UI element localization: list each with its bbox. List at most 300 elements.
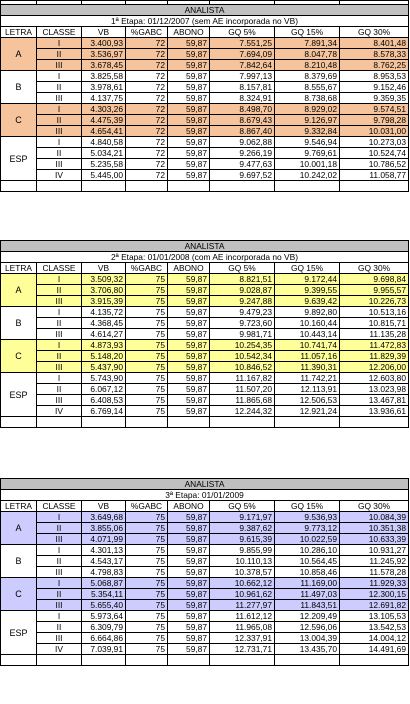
section-title: ANALISTA xyxy=(1,5,409,16)
table-row xyxy=(1,126,409,137)
value-cell: 8.953,53 xyxy=(340,71,409,82)
value-cell: 59,87 xyxy=(168,578,210,589)
value-cell: 72 xyxy=(126,49,168,60)
value-cell: 72 xyxy=(126,170,168,181)
value-cell: 9.359,35 xyxy=(340,93,409,104)
value-cell: 4.071,99 xyxy=(82,534,126,545)
classe-cell: II xyxy=(37,82,82,93)
value-cell: 9.152,46 xyxy=(340,82,409,93)
value-cell: 9.798,28 xyxy=(340,115,409,126)
value-cell: 10.084,39 xyxy=(340,512,409,523)
value-cell: 10.001,18 xyxy=(275,159,340,170)
value-cell: 72 xyxy=(126,148,168,159)
blank-row xyxy=(1,417,409,428)
value-cell: 9.855,99 xyxy=(210,545,275,556)
table-row xyxy=(1,395,409,406)
column-header: GQ 15% xyxy=(275,27,340,38)
section-title: ANALISTA xyxy=(1,241,409,252)
section-subtitle: 2ª Etapa: 01/01/2008 (com AE incorporada no VB) xyxy=(1,252,409,263)
section-etapa-3 xyxy=(0,478,409,666)
value-cell: 9.477,63 xyxy=(210,159,275,170)
letra-cell: ESP xyxy=(1,373,37,417)
value-cell: 9.615,39 xyxy=(210,534,275,545)
value-cell: 59,87 xyxy=(168,406,210,417)
table-row xyxy=(1,644,409,655)
value-cell: 59,87 xyxy=(168,126,210,137)
section-title-row xyxy=(1,5,409,16)
value-cell: 12.596,06 xyxy=(275,622,340,633)
value-cell: 12.731,71 xyxy=(210,644,275,655)
value-cell: 14.004,12 xyxy=(340,633,409,644)
blank-cell xyxy=(82,181,126,192)
value-cell: 5.235,58 xyxy=(82,159,126,170)
value-cell: 59,87 xyxy=(168,523,210,534)
section-subtitle: 1ª Etapa: 01/12/2007 (sem AE incorporada no VB) xyxy=(1,16,409,27)
value-cell: 5.973,64 xyxy=(82,611,126,622)
table-row xyxy=(1,362,409,373)
value-cell: 59,87 xyxy=(168,93,210,104)
table-row xyxy=(1,115,409,126)
column-header-row xyxy=(1,501,409,512)
classe-cell: I xyxy=(37,71,82,82)
table-row xyxy=(1,49,409,60)
column-header: GQ 5% xyxy=(210,501,275,512)
value-cell: 3.678,45 xyxy=(82,60,126,71)
classe-cell: IV xyxy=(37,170,82,181)
classe-cell: II xyxy=(37,148,82,159)
value-cell: 13.936,61 xyxy=(340,406,409,417)
value-cell: 8.555,67 xyxy=(275,82,340,93)
classe-cell: III xyxy=(37,93,82,104)
value-cell: 3.509,32 xyxy=(82,274,126,285)
value-cell: 72 xyxy=(126,71,168,82)
table-row xyxy=(1,137,409,148)
value-cell: 9.574,51 xyxy=(340,104,409,115)
value-cell: 12.337,91 xyxy=(210,633,275,644)
value-cell: 9.536,93 xyxy=(275,512,340,523)
value-cell: 10.542,34 xyxy=(210,351,275,362)
letra-cell: C xyxy=(1,104,37,137)
classe-cell: I xyxy=(37,38,82,49)
classe-cell: III xyxy=(37,296,82,307)
value-cell: 4.654,41 xyxy=(82,126,126,137)
value-cell: 59,87 xyxy=(168,318,210,329)
value-cell: 11.245,92 xyxy=(340,556,409,567)
table-row xyxy=(1,578,409,589)
value-cell: 75 xyxy=(126,373,168,384)
value-cell: 59,87 xyxy=(168,71,210,82)
column-header: GQ 30% xyxy=(340,263,409,274)
value-cell: 8.679,43 xyxy=(210,115,275,126)
table-row xyxy=(1,38,409,49)
blank-cell xyxy=(82,655,126,666)
column-header: VB xyxy=(82,501,126,512)
value-cell: 59,87 xyxy=(168,329,210,340)
value-cell: 9.387,62 xyxy=(210,523,275,534)
value-cell: 4.798,83 xyxy=(82,567,126,578)
value-cell: 9.955,57 xyxy=(340,285,409,296)
blank-cell xyxy=(1,181,37,192)
blank-cell xyxy=(37,417,82,428)
value-cell: 10.786,52 xyxy=(340,159,409,170)
value-cell: 59,87 xyxy=(168,589,210,600)
value-cell: 75 xyxy=(126,395,168,406)
value-cell: 59,87 xyxy=(168,545,210,556)
section-subtitle-row xyxy=(1,490,409,501)
value-cell: 75 xyxy=(126,589,168,600)
table-row xyxy=(1,170,409,181)
value-cell: 59,87 xyxy=(168,104,210,115)
value-cell: 5.655,40 xyxy=(82,600,126,611)
value-cell: 72 xyxy=(126,38,168,49)
section-title: ANALISTA xyxy=(1,479,409,490)
value-cell: 75 xyxy=(126,285,168,296)
value-cell: 59,87 xyxy=(168,38,210,49)
value-cell: 10.858,46 xyxy=(275,567,340,578)
value-cell: 7.891,34 xyxy=(275,38,340,49)
value-cell: 4.840,58 xyxy=(82,137,126,148)
classe-cell: II xyxy=(37,523,82,534)
value-cell: 4.303,26 xyxy=(82,104,126,115)
letra-cell: C xyxy=(1,340,37,373)
value-cell: 59,87 xyxy=(168,351,210,362)
blank-cell xyxy=(1,655,37,666)
value-cell: 75 xyxy=(126,534,168,545)
value-cell: 75 xyxy=(126,406,168,417)
value-cell: 59,87 xyxy=(168,340,210,351)
value-cell: 11.390,31 xyxy=(275,362,340,373)
value-cell: 9.247,88 xyxy=(210,296,275,307)
value-cell: 75 xyxy=(126,611,168,622)
value-cell: 10.031,00 xyxy=(340,126,409,137)
column-header: CLASSE xyxy=(37,27,82,38)
value-cell: 75 xyxy=(126,307,168,318)
section-subtitle-row xyxy=(1,16,409,27)
classe-cell: III xyxy=(37,534,82,545)
value-cell: 75 xyxy=(126,329,168,340)
value-cell: 9.892,80 xyxy=(275,307,340,318)
blank-cell xyxy=(275,417,340,428)
value-cell: 5.148,20 xyxy=(82,351,126,362)
value-cell: 13.542,53 xyxy=(340,622,409,633)
value-cell: 7.551,25 xyxy=(210,38,275,49)
value-cell: 8.379,69 xyxy=(275,71,340,82)
value-cell: 9.479,23 xyxy=(210,307,275,318)
value-cell: 12.206,00 xyxy=(340,362,409,373)
blank-cell xyxy=(275,181,340,192)
column-header-row xyxy=(1,27,409,38)
value-cell: 11.829,39 xyxy=(340,351,409,362)
value-cell: 11.497,03 xyxy=(275,589,340,600)
value-cell: 10.254,35 xyxy=(210,340,275,351)
table-row xyxy=(1,318,409,329)
table-row xyxy=(1,148,409,159)
value-cell: 10.741,74 xyxy=(275,340,340,351)
column-header: LETRA xyxy=(1,27,37,38)
value-cell: 11.965,08 xyxy=(210,622,275,633)
value-cell: 13.004,39 xyxy=(275,633,340,644)
value-cell: 4.135,72 xyxy=(82,307,126,318)
value-cell: 11.865,68 xyxy=(210,395,275,406)
blank-cell xyxy=(210,181,275,192)
value-cell: 3.400,93 xyxy=(82,38,126,49)
value-cell: 75 xyxy=(126,644,168,655)
column-header: %GABC xyxy=(126,263,168,274)
value-cell: 72 xyxy=(126,115,168,126)
value-cell: 10.524,74 xyxy=(340,148,409,159)
value-cell: 59,87 xyxy=(168,600,210,611)
value-cell: 11.277,97 xyxy=(210,600,275,611)
value-cell: 11.135,28 xyxy=(340,329,409,340)
value-cell: 11.843,51 xyxy=(275,600,340,611)
value-cell: 8.324,91 xyxy=(210,93,275,104)
table-row xyxy=(1,534,409,545)
value-cell: 3.649,68 xyxy=(82,512,126,523)
value-cell: 12.244,32 xyxy=(210,406,275,417)
letra-cell: B xyxy=(1,307,37,340)
column-header: ABONO xyxy=(168,501,210,512)
blank-cell xyxy=(1,417,37,428)
column-header: GQ 30% xyxy=(340,27,409,38)
value-cell: 59,87 xyxy=(168,49,210,60)
classe-cell: II xyxy=(37,556,82,567)
letra-cell: A xyxy=(1,38,37,71)
value-cell: 59,87 xyxy=(168,137,210,148)
value-cell: 72 xyxy=(126,137,168,148)
classe-cell: III xyxy=(37,60,82,71)
value-cell: 7.842,64 xyxy=(210,60,275,71)
value-cell: 11.742,21 xyxy=(275,373,340,384)
value-cell: 5.034,21 xyxy=(82,148,126,159)
column-header: VB xyxy=(82,27,126,38)
table-row xyxy=(1,384,409,395)
value-cell: 59,87 xyxy=(168,274,210,285)
table-row xyxy=(1,545,409,556)
value-cell: 75 xyxy=(126,340,168,351)
column-header: LETRA xyxy=(1,501,37,512)
letra-cell: B xyxy=(1,545,37,578)
table-row xyxy=(1,512,409,523)
value-cell: 6.309,79 xyxy=(82,622,126,633)
value-cell: 59,87 xyxy=(168,362,210,373)
value-cell: 9.028,87 xyxy=(210,285,275,296)
blank-cell xyxy=(210,655,275,666)
letra-cell: ESP xyxy=(1,137,37,181)
table-row xyxy=(1,556,409,567)
column-header: GQ 5% xyxy=(210,27,275,38)
value-cell: 11.507,20 xyxy=(210,384,275,395)
column-header: CLASSE xyxy=(37,501,82,512)
value-cell: 59,87 xyxy=(168,567,210,578)
blank-cell xyxy=(168,655,210,666)
value-cell: 75 xyxy=(126,296,168,307)
classe-cell: II xyxy=(37,384,82,395)
value-cell: 8.401,48 xyxy=(340,38,409,49)
value-cell: 10.633,39 xyxy=(340,534,409,545)
classe-cell: III xyxy=(37,329,82,340)
value-cell: 9.773,12 xyxy=(275,523,340,534)
table-row xyxy=(1,567,409,578)
classe-cell: I xyxy=(37,545,82,556)
value-cell: 10.242,02 xyxy=(275,170,340,181)
value-cell: 59,87 xyxy=(168,373,210,384)
section-etapa-1 xyxy=(0,4,409,192)
value-cell: 4.475,39 xyxy=(82,115,126,126)
value-cell: 9.332,84 xyxy=(275,126,340,137)
value-cell: 59,87 xyxy=(168,556,210,567)
value-cell: 12.603,80 xyxy=(340,373,409,384)
value-cell: 9.546,94 xyxy=(275,137,340,148)
value-cell: 12.209,49 xyxy=(275,611,340,622)
column-header: LETRA xyxy=(1,263,37,274)
table-row xyxy=(1,285,409,296)
value-cell: 11.929,33 xyxy=(340,578,409,589)
table-row xyxy=(1,373,409,384)
value-cell: 3.915,39 xyxy=(82,296,126,307)
value-cell: 6.664,86 xyxy=(82,633,126,644)
classe-cell: III xyxy=(37,633,82,644)
classe-cell: II xyxy=(37,589,82,600)
column-header: GQ 15% xyxy=(275,263,340,274)
table-row xyxy=(1,633,409,644)
value-cell: 9.981,71 xyxy=(210,329,275,340)
value-cell: 8.498,70 xyxy=(210,104,275,115)
table-row xyxy=(1,71,409,82)
classe-cell: I xyxy=(37,512,82,523)
value-cell: 10.110,13 xyxy=(210,556,275,567)
blank-cell xyxy=(82,417,126,428)
value-cell: 9.399,55 xyxy=(275,285,340,296)
value-cell: 10.273,03 xyxy=(340,137,409,148)
value-cell: 59,87 xyxy=(168,534,210,545)
value-cell: 75 xyxy=(126,578,168,589)
blank-cell xyxy=(126,655,168,666)
value-cell: 59,87 xyxy=(168,611,210,622)
value-cell: 4.368,45 xyxy=(82,318,126,329)
table-row xyxy=(1,60,409,71)
classe-cell: I xyxy=(37,137,82,148)
value-cell: 11.578,28 xyxy=(340,567,409,578)
value-cell: 75 xyxy=(126,384,168,395)
value-cell: 75 xyxy=(126,545,168,556)
table-row xyxy=(1,611,409,622)
value-cell: 10.160,44 xyxy=(275,318,340,329)
value-cell: 72 xyxy=(126,126,168,137)
value-cell: 10.662,12 xyxy=(210,578,275,589)
classe-cell: III xyxy=(37,567,82,578)
value-cell: 8.738,68 xyxy=(275,93,340,104)
value-cell: 10.378,57 xyxy=(210,567,275,578)
letra-cell: B xyxy=(1,71,37,104)
value-cell: 72 xyxy=(126,82,168,93)
value-cell: 12.506,53 xyxy=(275,395,340,406)
value-cell: 8.210,48 xyxy=(275,60,340,71)
value-cell: 10.513,16 xyxy=(340,307,409,318)
value-cell: 10.846,52 xyxy=(210,362,275,373)
classe-cell: I xyxy=(37,340,82,351)
value-cell: 9.769,61 xyxy=(275,148,340,159)
blank-cell xyxy=(37,181,82,192)
value-cell: 12.113,91 xyxy=(275,384,340,395)
value-cell: 4.137,75 xyxy=(82,93,126,104)
value-cell: 14.491,69 xyxy=(340,644,409,655)
section-title-row xyxy=(1,479,409,490)
classe-cell: II xyxy=(37,318,82,329)
value-cell: 3.825,58 xyxy=(82,71,126,82)
blank-cell xyxy=(275,655,340,666)
value-cell: 11.472,83 xyxy=(340,340,409,351)
value-cell: 10.351,38 xyxy=(340,523,409,534)
value-cell: 5.354,11 xyxy=(82,589,126,600)
value-cell: 75 xyxy=(126,362,168,373)
value-cell: 59,87 xyxy=(168,170,210,181)
value-cell: 72 xyxy=(126,60,168,71)
blank-cell xyxy=(168,417,210,428)
value-cell: 10.931,27 xyxy=(340,545,409,556)
value-cell: 4.614,27 xyxy=(82,329,126,340)
column-header: GQ 15% xyxy=(275,501,340,512)
classe-cell: IV xyxy=(37,406,82,417)
blank-cell xyxy=(168,181,210,192)
table-row xyxy=(1,600,409,611)
value-cell: 59,87 xyxy=(168,159,210,170)
value-cell: 9.062,88 xyxy=(210,137,275,148)
value-cell: 7.997,13 xyxy=(210,71,275,82)
value-cell: 8.762,25 xyxy=(340,60,409,71)
table-row xyxy=(1,589,409,600)
letra-cell: A xyxy=(1,274,37,307)
value-cell: 11.169,00 xyxy=(275,578,340,589)
table-row xyxy=(1,406,409,417)
value-cell: 13.105,53 xyxy=(340,611,409,622)
value-cell: 72 xyxy=(126,93,168,104)
blank-row xyxy=(1,181,409,192)
classe-cell: II xyxy=(37,115,82,126)
value-cell: 9.698,84 xyxy=(340,274,409,285)
value-cell: 10.286,10 xyxy=(275,545,340,556)
value-cell: 9.171,97 xyxy=(210,512,275,523)
blank-cell xyxy=(340,417,409,428)
blank-cell xyxy=(37,655,82,666)
value-cell: 5.437,90 xyxy=(82,362,126,373)
value-cell: 6.067,12 xyxy=(82,384,126,395)
value-cell: 59,87 xyxy=(168,296,210,307)
value-cell: 59,87 xyxy=(168,115,210,126)
value-cell: 7.694,09 xyxy=(210,49,275,60)
classe-cell: III xyxy=(37,395,82,406)
value-cell: 75 xyxy=(126,567,168,578)
value-cell: 8.821,51 xyxy=(210,274,275,285)
section-subtitle-row xyxy=(1,252,409,263)
value-cell: 12.921,24 xyxy=(275,406,340,417)
classe-cell: III xyxy=(37,600,82,611)
value-cell: 8.929,02 xyxy=(275,104,340,115)
value-cell: 5.445,00 xyxy=(82,170,126,181)
letra-cell: C xyxy=(1,578,37,611)
value-cell: 13.435,70 xyxy=(275,644,340,655)
column-header: ABONO xyxy=(168,263,210,274)
value-cell: 59,87 xyxy=(168,622,210,633)
classe-cell: III xyxy=(37,126,82,137)
value-cell: 59,87 xyxy=(168,82,210,93)
value-cell: 11.057,16 xyxy=(275,351,340,362)
value-cell: 72 xyxy=(126,104,168,115)
value-cell: 10.564,45 xyxy=(275,556,340,567)
classe-cell: I xyxy=(37,373,82,384)
value-cell: 9.126,97 xyxy=(275,115,340,126)
value-cell: 9.266,19 xyxy=(210,148,275,159)
classe-cell: IV xyxy=(37,644,82,655)
